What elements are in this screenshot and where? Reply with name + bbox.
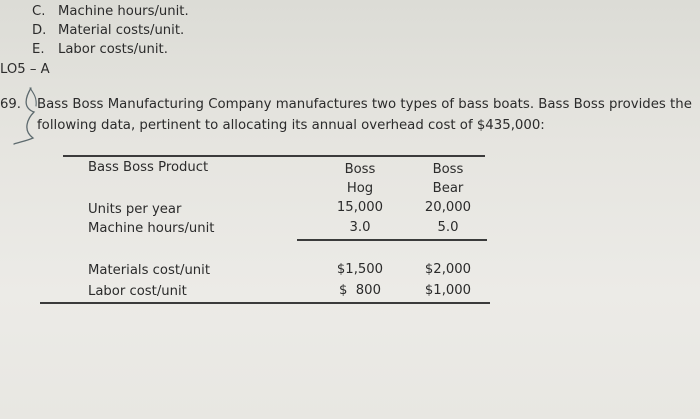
question-text-line-2: following data, pertinent to allocating its annual overhead cost of $435,000: <box>37 118 545 133</box>
row-materials-label: Materials cost/unit <box>88 263 210 278</box>
row-labor-boss-bear: $1,000 <box>424 283 472 298</box>
learning-objective-tag: LO5 – A <box>0 62 50 77</box>
row-materials-boss-bear: $2,000 <box>424 262 472 277</box>
option-e-letter: E. <box>32 42 45 57</box>
option-c-letter: C. <box>32 4 46 19</box>
row-labor-boss-hog: $ 800 <box>339 283 381 298</box>
col-boss-bear-header-2: Bear <box>432 181 464 196</box>
row-machine-hours-boss-bear: 5.0 <box>437 220 459 235</box>
row-units-boss-bear: 20,000 <box>424 200 472 215</box>
table-bottom-rule <box>40 302 490 304</box>
row-machine-hours-boss-hog: 3.0 <box>349 220 371 235</box>
table-top-rule <box>63 155 485 157</box>
row-machine-hours-label: Machine hours/unit <box>88 221 215 236</box>
option-d-text: Material costs/unit. <box>58 23 185 38</box>
row-materials-boss-hog: $1,500 <box>336 262 384 277</box>
col-boss-bear-header-1: Boss <box>432 162 464 177</box>
question-number: 69. <box>0 97 21 112</box>
row-units-boss-hog: 15,000 <box>336 200 384 215</box>
question-text-line-1: Bass Boss Manufacturing Company manufactures two types of bass boats. Bass Boss provides the <box>37 97 692 112</box>
option-d-letter: D. <box>32 23 47 38</box>
row-labor-label: Labor cost/unit <box>88 284 187 299</box>
option-c-text: Machine hours/unit. <box>58 4 189 19</box>
option-e-text: Labor costs/unit. <box>58 42 168 57</box>
col-boss-hog-header-2: Hog <box>346 181 374 196</box>
col-boss-hog-header-1: Boss <box>344 162 376 177</box>
table-middle-rule <box>297 239 487 241</box>
table-header-label: Bass Boss Product <box>88 160 209 175</box>
pencil-mark-icon <box>0 78 70 148</box>
row-units-label: Units per year <box>88 202 182 217</box>
